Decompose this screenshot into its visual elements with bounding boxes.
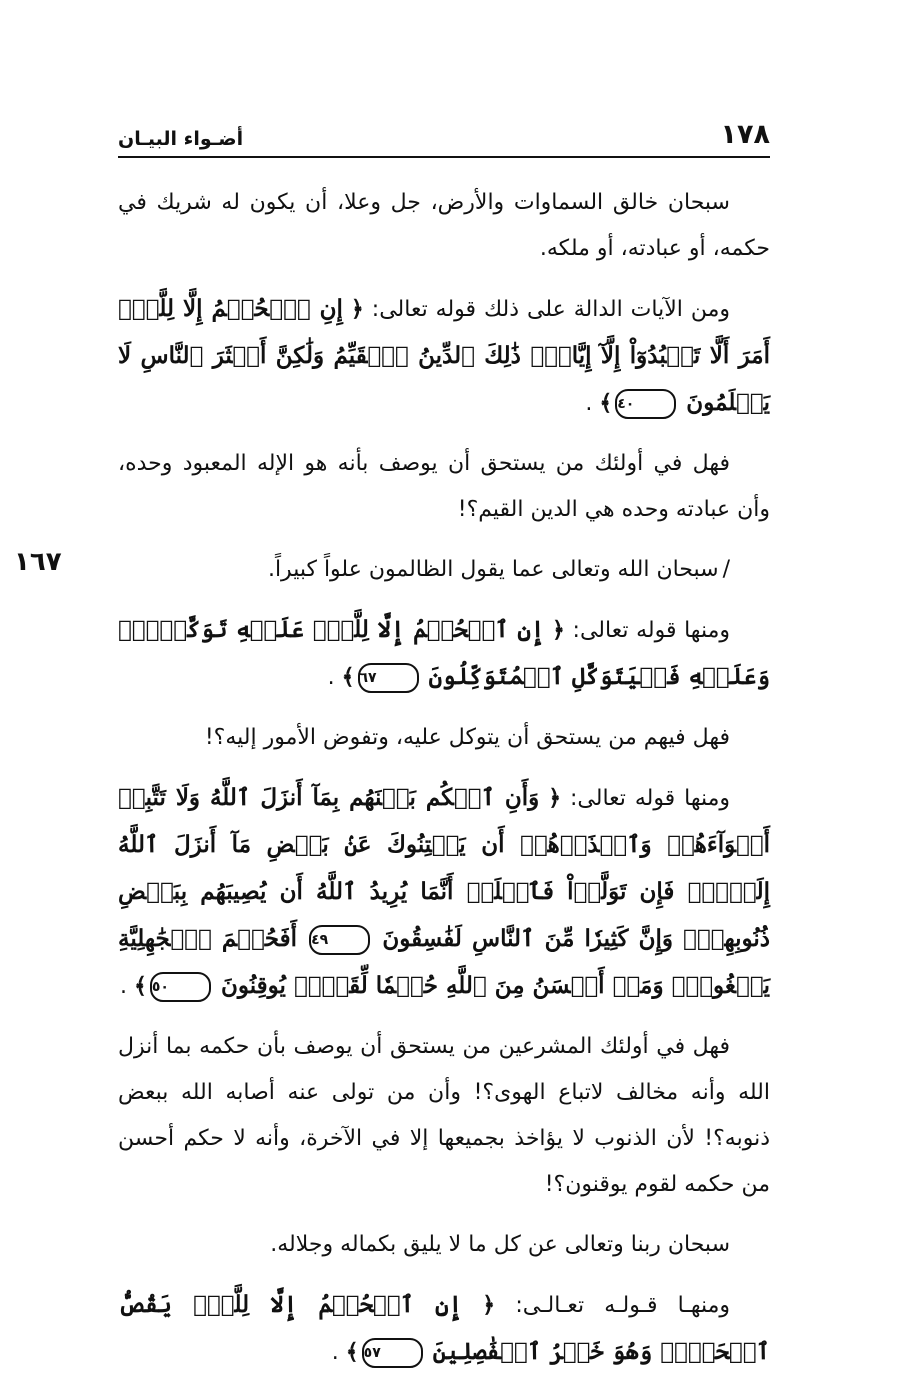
paragraph-8: فهل في أولئك المشرعين من يستحق أن يوصف بأن حكمه بما أنزل الله وأنه مخالف لاتباع الهوى؟! وأن من تولى عنه أصابه الله ببعض ذنوبه؟! لأن الذنوب لا يؤاخذ بجميعها إلا في الآخرة، وأنه لا حكم أحسن من حكمه لقوم يوقنون؟! — [118, 1034, 770, 1197]
ayah-number-badge: ٦٧ — [358, 663, 419, 693]
paragraph-9: سبحان ربنا وتعالى عن كل ما لا يليق بكماله وجلاله. — [270, 1232, 730, 1257]
ornament-close: ﴾ — [133, 973, 147, 999]
ornament-close: ﴾ — [341, 664, 355, 690]
page-break-slash: / — [722, 557, 730, 582]
original-page-marker: ١٦٧ — [14, 547, 62, 577]
verse-intro: ومنهـا قـولـه تعـالـى: — [515, 1293, 731, 1318]
quran-verse: وَأَنِ ٱحۡكُم بَيۡنَهُم بِمَآ أَنزَلَ ٱللَّهُ وَلَا تَتَّبِعۡ أَهۡوَآءَهُمۡ وَٱحۡذَرۡهُمۡ أَن يَفۡتِنُوكَ عَنۢ بَعۡضِ مَآ أَنزَلَ ٱللَّهُ إِلَيۡكَۖ فَإِن تَوَلَّوۡاْ فَٱعۡلَمۡ أَنَّمَا يُرِيدُ ٱللَّهُ أَن يُصِيبَهُم بِبَعۡضِ ذُنُوبِهِمۡۗ وَإِنَّ كَثِيرٗا مِّنَ ٱلنَّاسِ لَفَٰسِقُونَ — [118, 784, 770, 952]
ayah-number-badge: ٥٠ — [150, 972, 211, 1002]
verse-intro: ومن الآيات الدالة على ذلك قوله تعالى: — [371, 297, 731, 322]
paragraph-5 — [118, 607, 770, 701]
paragraph-2 — [118, 286, 770, 427]
page-header — [118, 110, 770, 158]
paragraph-6: فهل فيهم من يستحق أن يتوكل عليه، وتفوض الأمور إليه؟! — [204, 725, 730, 750]
ornament-open: ﴿ — [552, 617, 565, 643]
quran-verse: إِنِ ٱلۡحُكۡمُ إِلَّا لِلَّهِۚ أَمَرَ أَلَّا تَعۡبُدُوٓاْ إِلَّآ إِيَّاهُۚ ذَٰلِكَ ٱلدِّينُ ٱلۡقَيِّمُ وَلَٰكِنَّ أَكۡثَرَ ٱلنَّاسِ لَا يَعۡلَمُونَ — [118, 295, 770, 416]
page-body — [14, 180, 770, 1376]
book-page — [14, 110, 770, 1390]
period: . — [119, 974, 127, 999]
paragraph-4-text: سبحان الله وتعالى عما يقول الظالمون علواً كبيراً. — [267, 557, 719, 582]
margin-row — [14, 547, 770, 593]
ayah-number-badge: ٤٠ — [615, 389, 676, 419]
quran-verse: إِنِ ٱلۡحُكۡمُ إِلَّا لِلَّهِۖ عَلَيۡهِ تَوَكَّلۡتُۖ وَعَلَيۡهِ فَلۡيَتَوَكَّلِ ٱلۡمُتَوَكِّلُونَ — [118, 616, 770, 690]
ornament-open: ﴿ — [482, 1292, 496, 1318]
paragraph-4 — [118, 547, 770, 593]
ornament-open: ﴿ — [350, 296, 364, 322]
book-title: أضـواء البيـان — [118, 128, 244, 150]
ornament-open: ﴿ — [548, 785, 562, 811]
period: . — [585, 391, 593, 416]
quran-verse: أَفَحُكۡمَ ٱلۡجَٰهِلِيَّةِ يَبۡغُونَۚ وَمَنۡ أَحۡسَنُ مِنَ ٱللَّهِ حُكۡمٗا لِّقَوۡمٖ يُوقِنُونَ — [118, 925, 770, 999]
ayah-number-badge: ٤٩ — [309, 925, 370, 955]
paragraph-1: سبحان خالق السماوات والأرض، جل وعلا، أن يكون له شريك في حكمه، أو عبادته، أو ملكه. — [118, 190, 770, 261]
ornament-close: ﴾ — [345, 1339, 359, 1365]
paragraph-10 — [118, 1282, 770, 1376]
ornament-close: ﴾ — [599, 390, 613, 416]
quran-verse: إِنِ ٱلۡحُكۡمُ إِلَّا لِلَّهِۖ يَقُصُّ ٱلۡحَقَّۖ وَهُوَ خَيۡرُ ٱلۡفَٰصِلِينَ — [118, 1291, 770, 1365]
ayah-number-badge: ٥٧ — [362, 1338, 423, 1368]
period: . — [331, 1340, 339, 1365]
paragraph-7 — [118, 775, 770, 1010]
period: . — [327, 665, 335, 690]
page-number: ١٧٨ — [720, 119, 770, 150]
verse-intro: ومنها قوله تعالى: — [570, 786, 731, 811]
verse-intro: ومنها قوله تعالى: — [572, 618, 730, 643]
paragraph-3: فهل في أولئك من يستحق أن يوصف بأنه هو الإله المعبود وحده، وأن عبادته وحده هي الدين القيم؟! — [118, 451, 770, 522]
